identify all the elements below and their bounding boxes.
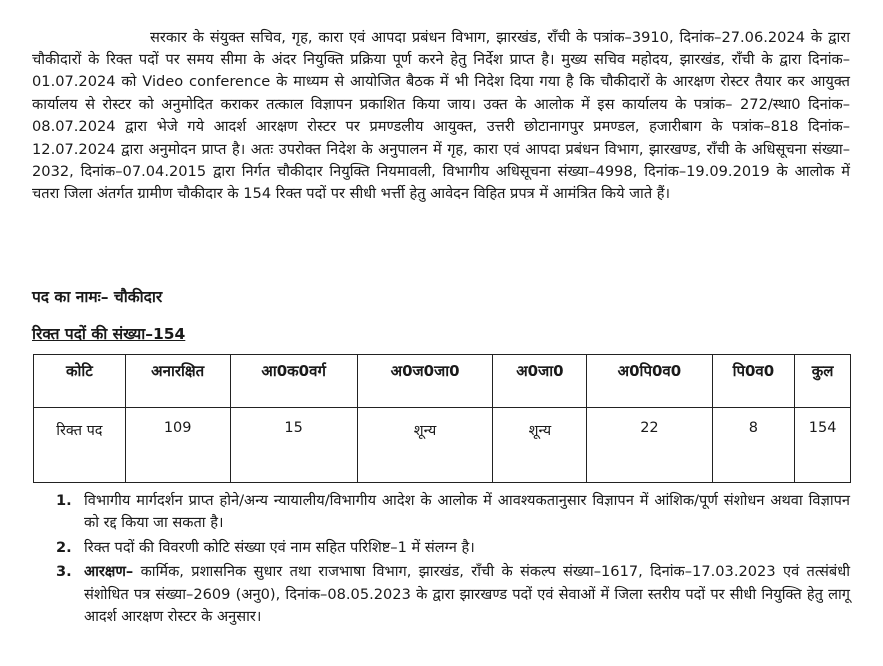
list-item: [32, 561, 850, 628]
cell-sc: शून्य: [493, 408, 587, 483]
cell-total: 154: [795, 408, 851, 483]
vacancy-count-heading: रिक्त पदों की संख्या–154: [32, 325, 186, 343]
list-item: [32, 490, 850, 535]
table-row: [34, 408, 851, 483]
list-item: [32, 537, 850, 559]
list-item-text: रिक्त पदों की विवरणी कोटि संख्या एवं नाम सहित परिशिष्ट–1 में संलग्न है।: [84, 538, 475, 556]
header-bc: पि0व0: [712, 355, 795, 408]
cell-ews: 15: [230, 408, 357, 483]
list-item-bold-label: आरक्षण–: [84, 563, 134, 581]
table-header-row: [34, 355, 851, 408]
instruction-list: [32, 490, 850, 630]
header-ews: आ0क0वर्ग: [230, 355, 357, 408]
cell-bc: 8: [712, 408, 795, 483]
cell-st: शून्य: [357, 408, 493, 483]
header-ebc: अ0पि0व0: [587, 355, 712, 408]
list-item-text: विभागीय मार्गदर्शन प्राप्त होने/अन्य न्यायालीय/विभागीय आदेश के आलोक में आवश्यकतानुसार विज्ञापन में आंशिक/पूर्ण संशोधन अथवा विज्ञापन को रद्द किया जा सकता है।: [84, 492, 850, 532]
cell-unreserved: 109: [125, 408, 230, 483]
intro-text: सरकार के संयुक्त सचिव, गृह, कारा एवं आपदा प्रबंधन विभाग, झारखंड, राँची के पत्रांक–3910, दिनांक–27.06.2024 के द्वारा चौकीदारों के रिक्त पदों पर समय सीमा के अंदर नियुक्ति प्रक्रिया पूर्ण करने हेतु निर्देश प्राप्त है। मुख्य सचिव महोदय, झारखंड, राँची के द्वारा दिनांक–01.07.2024 को Video conference के माध्यम से आयोजित बैठक में भी निदेश दिया गया है कि चौकीदारों के आरक्षण रोस्टर तैयार कर आयुक्त कार्यालय से रोस्टर को अनुमोदित कराकर तत्काल विज्ञापन प्रकाशित किया जाय। उक्त के आलोक में इस कार्यालय के पत्रांक– 272/स्था0 दिनांक–08.07.2024 द्वारा भेजे गये आदर्श आरक्षण रोस्टर पर प्रमण्डलीय आयुक्त, उत्तरी छोटानागपुर प्रमण्डल, हजारीबाग के पत्रांक–818 दिनांक–12.07.2024 द्वारा अनुमोदन प्राप्त है। अतः उपरोक्त निदेश के अनुपालन में गृह, कारा एवं आपदा प्रबंधन विभाग, झारखण्ड, राँची के अधिसूचना संख्या–2032, दिनांक–07.04.2015 द्वारा निर्गत चौकीदार नियुक्ति नियमावली, विभागीय अधिसूचना संख्या–4998, दिनांक–19.09.2019 के आलोक में चतरा जिला अंतर्गत ग्रामीण चौकीदार के 154 रिक्त पदों पर सीधी भर्त्ती हेतु आवेदन विहित प्रपत्र में आमंत्रित किये जाते हैं।: [32, 28, 850, 203]
header-unreserved: अनारक्षित: [125, 355, 230, 408]
post-name-heading: पद का नामः– चौकीदार: [32, 288, 163, 306]
header-total: कुल: [795, 355, 851, 408]
list-item-text: कार्मिक, प्रशासनिक सुधार तथा राजभाषा विभाग, झारखंड, राँची के संकल्प संख्या–1617, दिनांक–17.03.2023 एवं तत्संबंधी संशोधित पत्र संख्या–2609 (अनु0), दिनांक–08.05.2023 के द्वारा झारखण्ड पदों एवं सेवाओं में जिला स्तरीय पदों पर सीधी नियुक्ति हेतु लागू आदर्श आरक्षण रोस्टर के अनुसार।: [84, 563, 850, 626]
list-item-number: 1.: [56, 492, 72, 509]
header-sc: अ0जा0: [493, 355, 587, 408]
cell-ebc: 22: [587, 408, 712, 483]
list-item-number: 2.: [56, 538, 72, 556]
list-item-number: 3.: [56, 563, 72, 581]
header-st: अ0ज0जा0: [357, 355, 493, 408]
intro-paragraph: [32, 27, 850, 206]
vacancy-table: [33, 354, 851, 483]
header-category: कोटि: [34, 355, 126, 408]
cell-category: रिक्त पद: [34, 408, 126, 483]
